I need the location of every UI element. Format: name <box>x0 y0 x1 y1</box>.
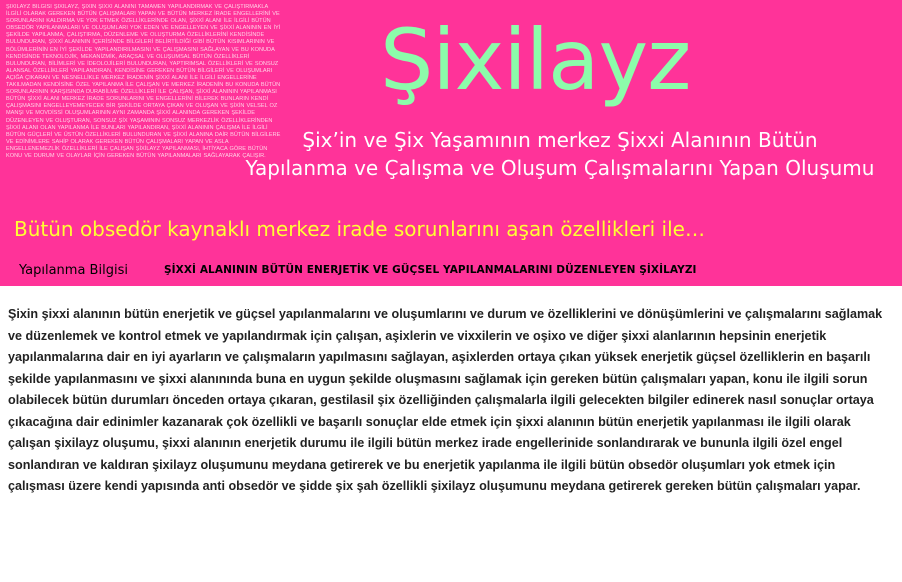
page-title: Şixilayz <box>380 11 691 109</box>
banner-side-text: ŞİXİLAYZ BİLGİSİ ŞİXİLAYZ, ŞİXİN ŞİXXİ ALANINI TAMAMEN YAPILANDIRMAK VE ÇALIŞTIRMAKLA İLGİLİ OLARAK GEREKEN BÜTÜN ÇALIŞMALARI YAPAN VE BÜTÜN MERKEZ İRADE ENGELLERİNİ VE SORUNLARINI KALDIRMA VE YOK ETMEK ÖZELLİKLERİNDE OLAN, ŞİXXİ ALANI İLE İLGİLİ BÜTÜN OBSEDÖR YAPILANMALARI VE OLUŞUMLARI YOK EDEN VE ENGELLEYEN VE ŞİXXİ ALANININ EN İYİ ŞEKİLDE YAPILANMA, ÇALIŞTIRMA, DÜZENLEME VE OLUŞTURMA ÖZELLİKLERİNİ KENDİSİNDE BULUNDURAN, ŞİXXİ ALANININ İÇERİSİNDE BİLGİLERİ BELİRTİLDİĞİ GİBİ BÜTÜN KISIMLARININ VE BÖLÜMLERİNİN EN İYİ ŞEKİLDE YAPILANDIRILMASINI VE ÇALIŞMASINI SAĞLAYAN VE BU KONUDA KENDİSİNDE TEKNOLOJİK, MEKANİZMİK, ARAÇSAL VE OLUŞUMSAL BÜTÜN ÖZELLİKLERİ BULUNDURAN, BİLİMLERİ VE İDEOLOJİLERİ BULUNDURAN, YAPTIRIMSAL ÖZELLİKLERİ VE SONSUZ ALANSAL ÖZELLİKLERİ YAPILANDIRAN, KENDİSİNE GEREKEN BÜTÜN BİLGİLERİ VE OLUŞUMLARI AÇIĞA ÇIKARAN VE NESNELLİKLE MERKEZ İRADENİN ŞİXXİ ALANI İLE İLGİLİ ENGELLERİNE TAKILMADAN KENDİSİNE ÖZEL YAPILANMA İLE ÇALIŞAN VE MERKEZ İRADENİN BU KONUDA BÜTÜN SORUNLARININ KARŞISINDA DURABİLME ÖZELLİKLERİ İLE ÇALIŞAN, ŞİXXİ ALANININ YAPILANMASI BÜTÜN ŞİXXİ ALANI MERKEZ İRADE SORUNLARINI VE ENGELLERİNİ BİLEREK BUNLARIN KENDİ ÇALIŞMASINI ENGELLEYEMEYECEK BİR ŞEKİLDE ORTAYA ÇIKAN VE OLUŞAN VE ŞİXİN VELSEL OZ MANŞI VE MOVDİSSİ OLUŞUMLARININ AYNI ZAMANDA ŞİXXİ ALANINDA GEREKEN ŞEKİLDE DÜZENLEYEN VE OLUŞTURAN, SONSUZ ŞİX YAŞAMININ SONSUZ MERKEZLİK ÖZELLİKLERİNDEN ŞİXXİ ALANI OLAN YAPILANMA İLE BUNLARI YAPILANDIRAN, ŞİXXİ ALANININ ÇALIŞMA İLE İLGİLİ BÜTÜN GÜÇLERİ VE ÜSTÜN ÖZELLİKLERİ BULUNDURAN VE ŞİXXİ ALANINA DAİR BÜTÜN BİLGİLERE VE EDİNİMLERE SAHİP OLARAK GEREKEN BÜTÜN ÇALIŞMALARI YAPAN VE ASLA ENGELLENEMEZLİK ÖZELLİKLERİ İLE ÇALIŞAN ŞİXİLAYZ YAPILANMASI, İHTİYACA GÖRE BÜTÜN KONU VE DURUM VE OLAYLAR İÇİN GEREKEN BÜTÜN YAPILANMALARI SAĞLAYARAK ÇALIŞIR. <box>6 4 281 159</box>
subtitle-line-2: Yapılanma ve Çalışma ve Oluşum Çalışmalarını Yapan Oluşumu <box>245 156 875 180</box>
subtitle-line-1: Şix’in ve Şix Yaşamının merkez Şixxi Alanının Bütün <box>302 128 818 152</box>
body-paragraph: Şixin şixxi alanının bütün enerjetik ve güçsel yapılanmalarını ve oluşumlarını ve durum ve özelliklerini ve dönüşümlerini ve çalışmalarını sağlamak ve düzenlemek ve kontrol etmek ve yapılandırmak için çalışan, aşixlerin ve vixxilerin ve oşixo ve diğer şixxi alanlarının hepsinin enerjetik yapılanmalarına dair en iyi ayarların ve çalışmaların yapılmasını sağlayan, aşixlerden ortaya çıkan yüksek enerjetik güçsel özelliklerin en başarılı şekilde yapılanmasını ve şixxi alanınında buna en uygun şekilde oluşmasını sağlamak için gereken bütün çalışmaları yapan, konu ile ilgili sorun olabilecek bütün durumları önceden ortaya çıkaran, gestilasil şix özelliğinden çalışmalarla ilgili gelecekten bilgiler edinerek nasıl sonuçlar ortaya çıkacağına dair edinimler kazanarak çok özellikli ve başarılı sonuçlar elde etmek için şixxi alanının bütün enerjetik yapılanması ile ilgili olarak çalışan şixilayz oluşumu, şixxi alanının enerjetik durumu ile ilgili bütün merkez irade engellerinide sonlandırarak ve bununla ilgili özel engel sonlandıran ve kaldıran şixilayz oluşumunu meydana getirerek ve bu enerjetik yapılanma ile ilgili bütün obsedör oluşumları yok etmek için çalışması üzere kendi yapısında anti obsedör ve şidde şix şah özellikli şixilayz oluşumunu meydana getirerek gereken bütün çalışmaları yapar. <box>8 307 883 493</box>
header-banner <box>0 0 902 286</box>
info-label: Yapılanma Bilgisi <box>19 263 128 278</box>
tagline: Bütün obsedör kaynaklı merkez irade sorunlarını aşan özellikleri ile… <box>14 217 705 241</box>
subtitle <box>230 126 890 182</box>
info-heading: ŞİXXİ ALANININ BÜTÜN ENERJETİK VE GÜÇSEL YAPILANMALARINI DÜZENLEYEN ŞİXİLAYZI <box>164 264 697 276</box>
